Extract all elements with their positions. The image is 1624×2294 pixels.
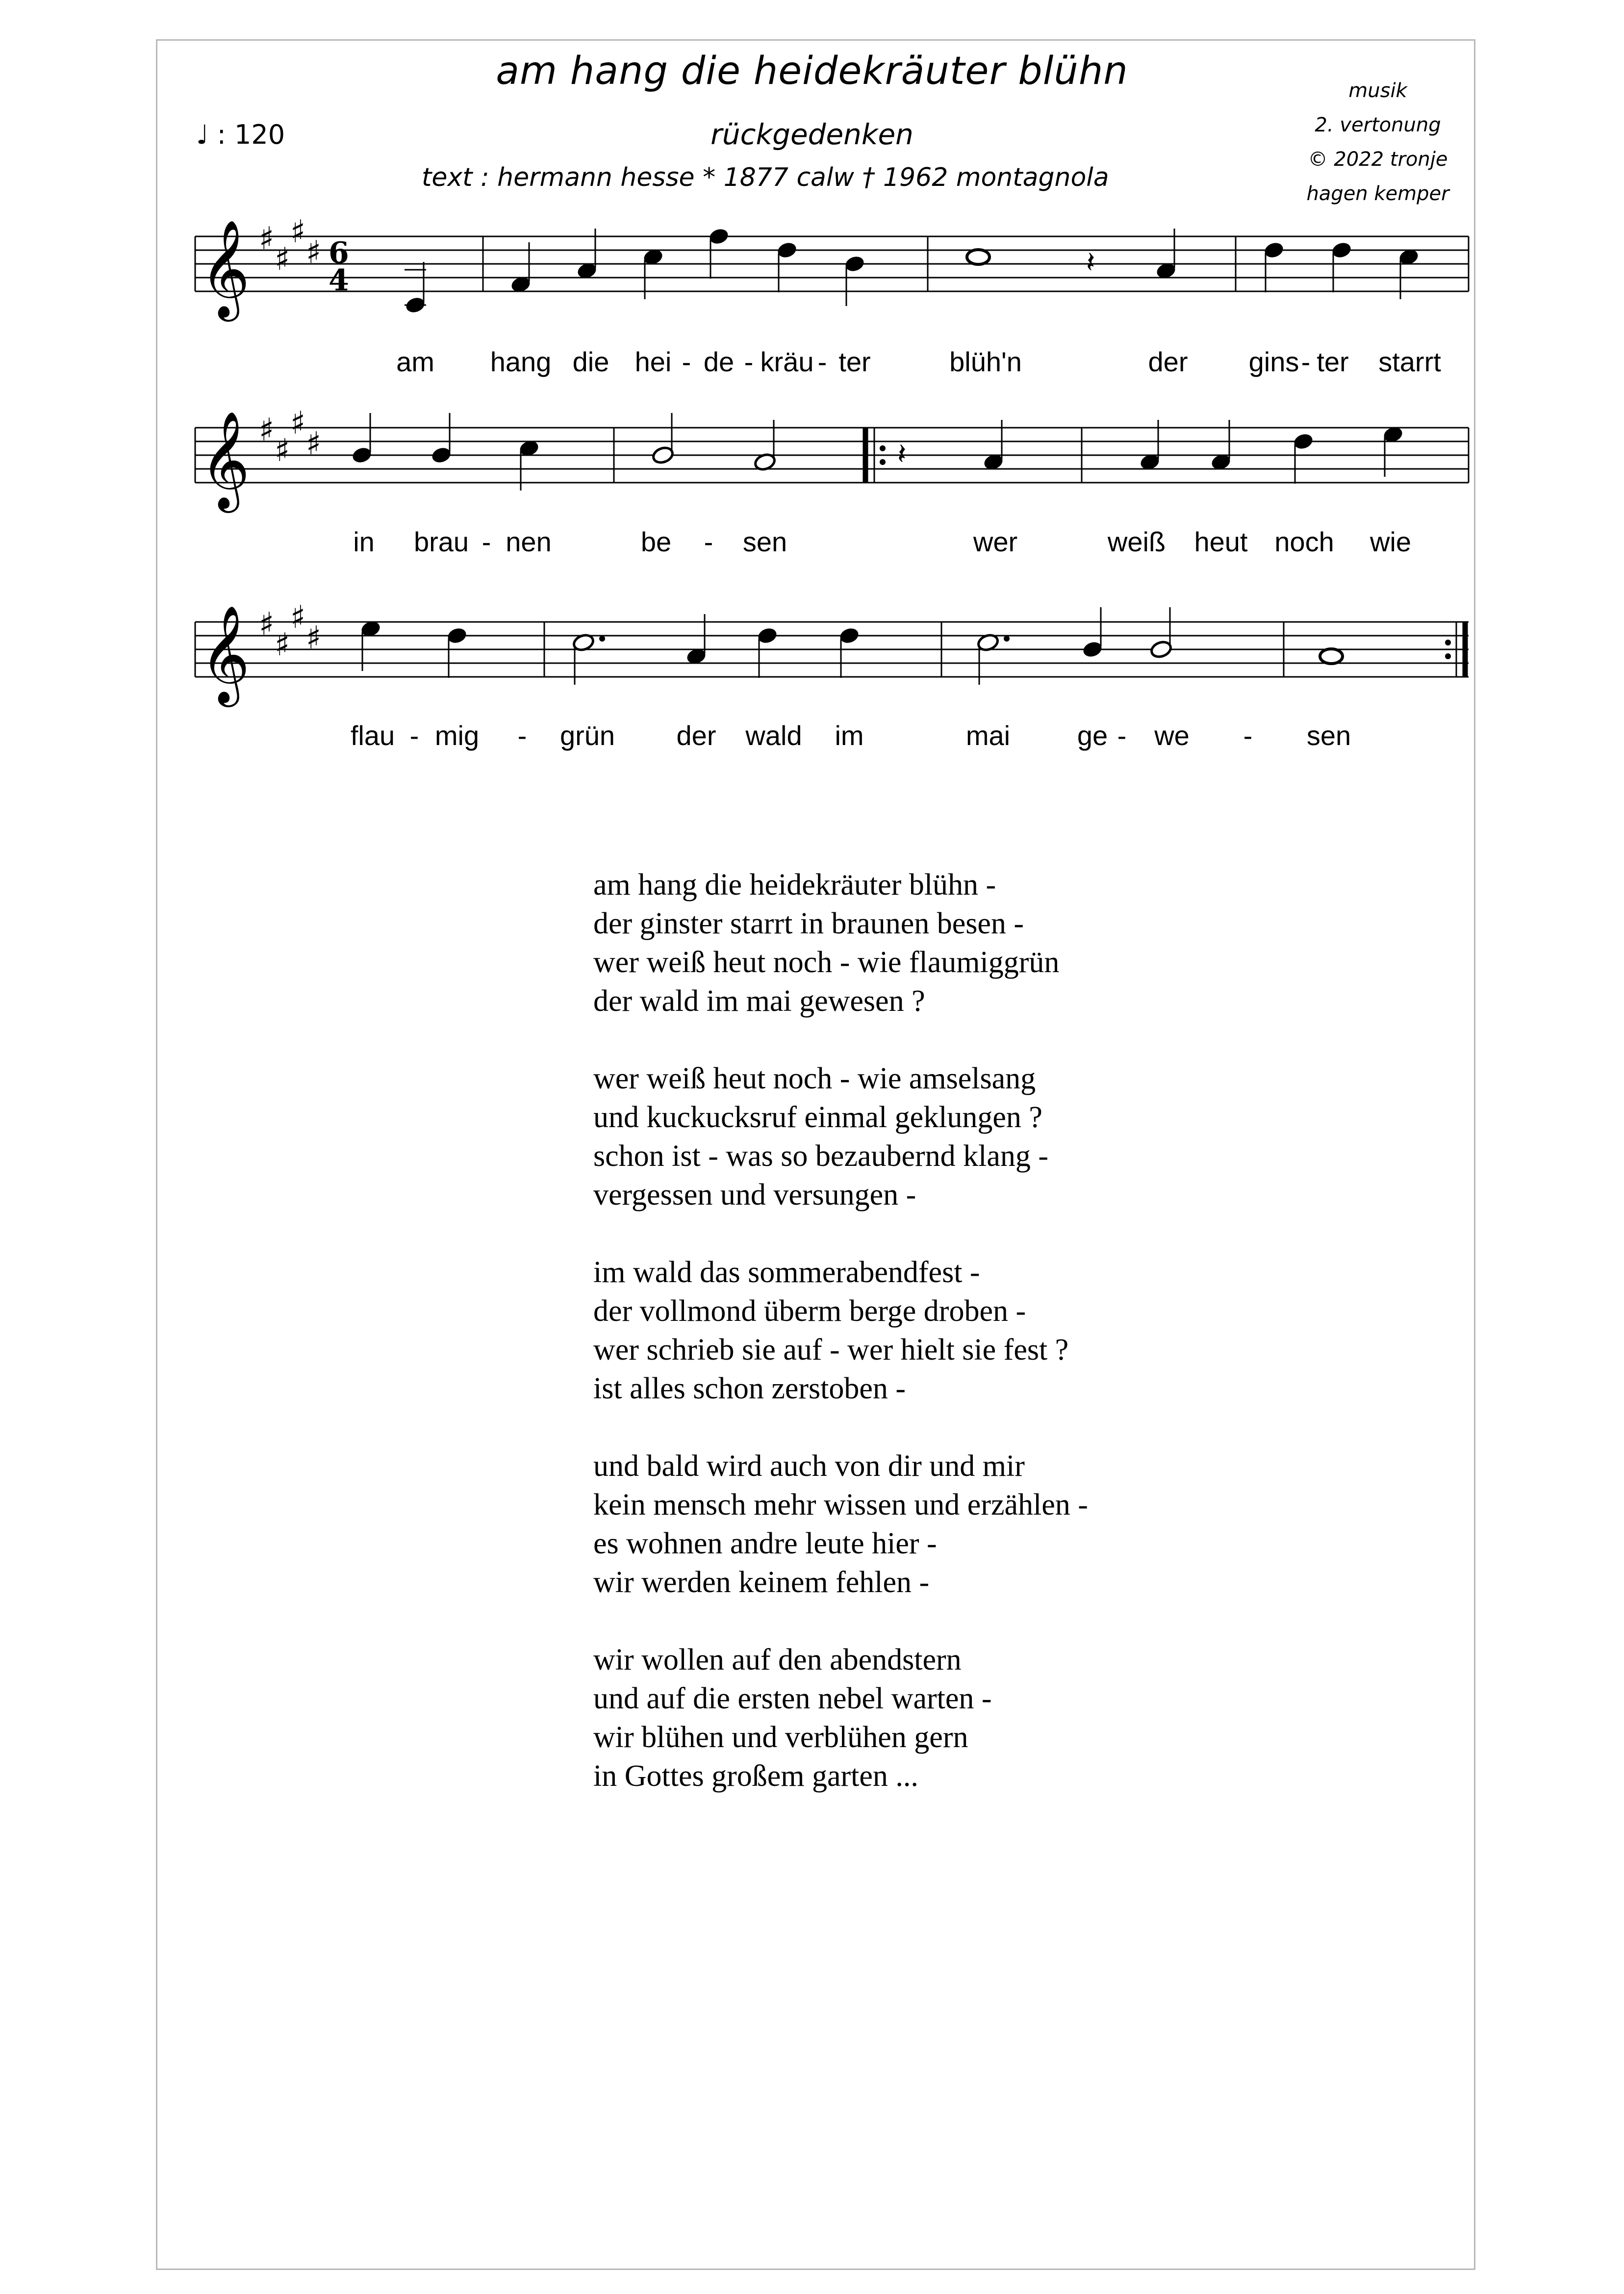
time-sig-top: 6	[329, 236, 349, 270]
lyric-syllable: gins	[1248, 346, 1299, 377]
augmentation-dot	[1004, 636, 1010, 642]
song-title: am hang die heidekräuter blühn	[496, 49, 1128, 93]
svg-text:♯: ♯	[306, 620, 321, 656]
svg-text:♯: ♯	[259, 606, 274, 643]
poem-line: am hang die heidekräuter blühn -	[593, 868, 996, 902]
time-signature	[329, 236, 349, 298]
poem-line: und bald wird auch von dir und mir	[593, 1449, 1025, 1483]
quarter-rest-icon: 𝄽	[1086, 245, 1095, 280]
poem-stanza	[593, 1641, 1088, 1796]
poem-line: der wald im mai gewesen ?	[593, 984, 925, 1018]
lyric-syllable: nen	[506, 526, 552, 557]
poem-stanza	[593, 866, 1088, 1021]
svg-text:♯: ♯	[306, 426, 321, 462]
svg-text:♯: ♯	[275, 627, 290, 663]
lyric-syllable: brau	[413, 526, 469, 557]
treble-clef-icon: 𝄞	[200, 410, 250, 509]
lyric-syllable: kräu	[760, 346, 814, 377]
svg-text:♯: ♯	[275, 433, 290, 469]
lyric-syllable: ge	[1077, 720, 1108, 751]
poem-stanza	[593, 1059, 1088, 1214]
key-signature	[259, 214, 321, 278]
poem-line: vergessen und versungen -	[593, 1178, 916, 1211]
lyric-syllable: starrt	[1378, 346, 1441, 377]
lyric-syllable: blüh'n	[949, 346, 1022, 377]
poem-line: im wald das sommerabendfest -	[593, 1256, 980, 1289]
lyric-syllable: am	[396, 346, 434, 377]
lyric-syllable: in	[353, 526, 375, 557]
svg-text:♯: ♯	[259, 412, 274, 448]
lyric-hyphen: -	[817, 346, 827, 377]
poem-stanza	[593, 1447, 1088, 1602]
lyric-syllable: wie	[1370, 526, 1412, 557]
svg-text:♯: ♯	[306, 234, 321, 271]
lyric-hyphen: -	[517, 720, 527, 751]
poem-line: in Gottes großem garten ...	[593, 1759, 918, 1793]
lyric-syllable: noch	[1274, 526, 1334, 557]
lyric-syllable: der	[676, 720, 716, 751]
repeat-dot	[880, 459, 886, 465]
lyric-hyphen: -	[682, 346, 691, 377]
lyric-hyphen: -	[482, 526, 491, 557]
repeat-dot	[1445, 653, 1451, 659]
credit-line: musik	[1348, 79, 1407, 102]
time-sig-bottom: 4	[329, 263, 349, 298]
lyric-syllable: ter	[1317, 346, 1349, 377]
lyric-syllable: be	[640, 526, 672, 557]
lyric-syllable: wer	[973, 526, 1018, 557]
svg-text:♯: ♯	[259, 221, 274, 257]
lyric-hyphen: -	[409, 720, 419, 751]
lyric-syllable: weiß	[1107, 526, 1166, 557]
poem-line: es wohnen andre leute hier -	[593, 1527, 937, 1560]
tempo-marking: ♩ : 120	[196, 119, 285, 150]
music-score	[0, 0, 1624, 785]
poem-line: wer weiß heut noch - wie flaumiggrün	[593, 946, 1060, 979]
text-credit: text : hermann hesse * 1877 calw † 1962 montagnola	[422, 163, 1109, 192]
treble-clef-icon: 𝄞	[200, 604, 250, 703]
lyric-syllable: ter	[838, 346, 871, 377]
notes-system-3	[359, 607, 1343, 685]
lyric-hyphen: -	[1117, 720, 1127, 751]
lyric-syllable: sen	[742, 526, 787, 557]
augmentation-dot	[599, 636, 605, 642]
credit-line: hagen kemper	[1306, 182, 1449, 205]
repeat-dot	[880, 445, 886, 451]
lyric-syllable: wald	[745, 720, 802, 751]
poem-line: und kuckucksruf einmal geklungen ?	[593, 1101, 1042, 1134]
poem-line: wir wollen auf den abendstern	[593, 1643, 962, 1676]
song-subtitle: rückgedenken	[710, 118, 914, 151]
poem-line: wir blühen und verblühen gern	[593, 1721, 968, 1754]
lyric-syllable: we	[1154, 720, 1190, 751]
key-signature	[259, 405, 321, 469]
poem-text	[593, 866, 1088, 1834]
lyric-hyphen: -	[744, 346, 754, 377]
lyric-syllable: sen	[1306, 720, 1351, 751]
lyric-hyphen: -	[704, 526, 713, 557]
poem-line: kein mensch mehr wissen und erzählen -	[593, 1488, 1088, 1521]
key-signature	[259, 599, 321, 663]
svg-text:♯: ♯	[275, 241, 290, 278]
lyric-syllable: im	[835, 720, 864, 751]
lyric-syllable: hei	[634, 346, 672, 377]
lyric-syllable: heut	[1194, 526, 1248, 557]
lyric-hyphen: -	[1301, 346, 1311, 377]
credit-line: 2. vertonung	[1315, 114, 1441, 136]
lyric-hyphen: -	[1243, 720, 1253, 751]
credit-line: © 2022 tronje	[1308, 148, 1448, 171]
poem-line: und auf die ersten nebel warten -	[593, 1682, 992, 1715]
poem-line: wer weiß heut noch - wie amselsang	[593, 1062, 1036, 1095]
lyric-syllable: der	[1148, 346, 1188, 377]
poem-line: ist alles schon zerstoben -	[593, 1372, 906, 1405]
poem-line: wir werden keinem fehlen -	[593, 1566, 930, 1599]
lyric-syllable: mai	[965, 720, 1011, 751]
svg-text:♯: ♯	[290, 599, 305, 636]
staff-system-2	[195, 428, 1469, 483]
poem-line: der vollmond überm berge droben -	[593, 1294, 1026, 1328]
treble-clef-icon: 𝄞	[200, 219, 250, 317]
lyric-syllable: die	[572, 346, 609, 377]
notes-system-2	[351, 413, 1404, 490]
lyric-syllable: de	[703, 346, 735, 377]
repeat-dot	[1445, 640, 1451, 645]
lyric-syllable: hang	[490, 346, 552, 377]
lyric-syllable: mig	[434, 720, 480, 751]
whole-note	[967, 250, 990, 264]
quarter-rest-icon: 𝄽	[897, 437, 907, 471]
whole-note	[1320, 649, 1343, 664]
poem-line: schon ist - was so bezaubernd klang -	[593, 1139, 1049, 1173]
svg-text:♯: ♯	[290, 405, 305, 441]
poem-stanza	[593, 1253, 1088, 1408]
staff-system-3	[195, 622, 1469, 677]
svg-text:♯: ♯	[290, 214, 305, 250]
notes-system-1	[404, 227, 1420, 314]
lyric-syllable: grün	[559, 720, 615, 751]
poem-line: wer schrieb sie auf - wer hielt sie fest ?	[593, 1333, 1069, 1366]
poem-line: der ginster starrt in braunen besen -	[593, 907, 1024, 940]
lyric-syllable: flau	[350, 720, 395, 751]
